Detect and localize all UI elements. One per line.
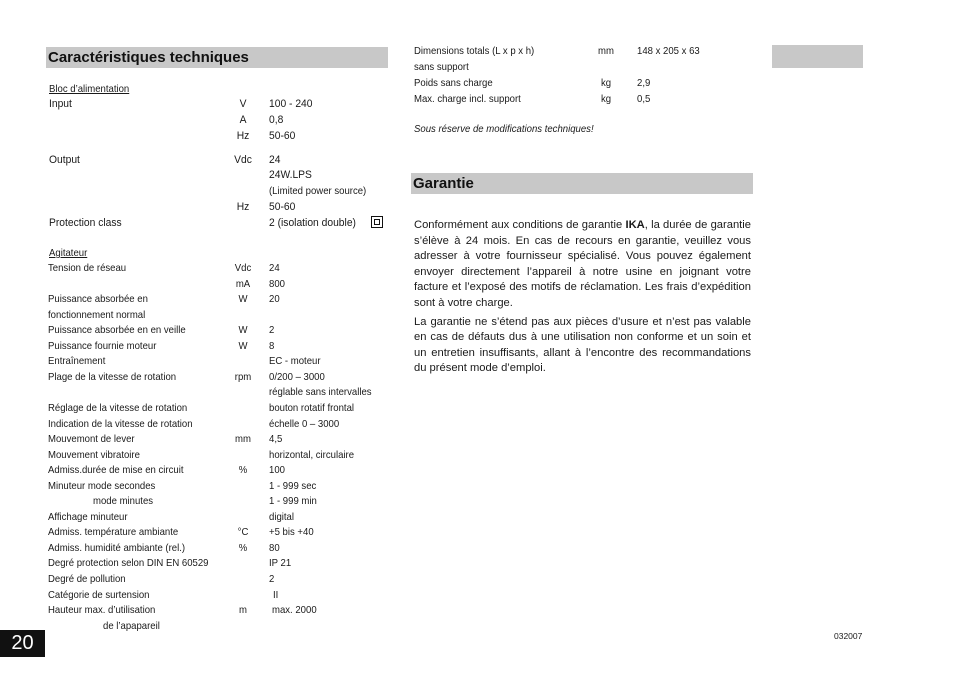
spec-value: horizontal, circulaire — [269, 449, 355, 461]
subheading-stirrer: Agitateur — [49, 248, 88, 259]
input-unit-v: V — [239, 98, 247, 110]
document-code: 032007 — [834, 631, 863, 641]
dimension-value: 0,5 — [637, 94, 651, 105]
spec-value: 1 - 999 min — [269, 496, 317, 508]
page-number: 20 — [0, 630, 45, 657]
spec-value: réglable sans intervalles — [269, 387, 372, 399]
dimension-label: Poids sans charge — [414, 78, 493, 89]
dimension-label: Max. charge incl. support — [414, 94, 521, 105]
spec-unit: m — [239, 605, 247, 617]
spec-label: Hauteur max. d’utilisation — [48, 605, 156, 617]
spec-value: 2 — [269, 325, 275, 337]
warranty-p1-start: Conformément aux conditions de garantie — [414, 219, 626, 231]
input-label: Input — [49, 98, 72, 110]
spec-label: de l’apapareil — [103, 620, 160, 632]
spec-value: 1 - 999 sec — [269, 480, 317, 492]
spec-label: Affichage minuteur — [48, 511, 128, 523]
spec-value: 0/200 – 3000 — [269, 371, 325, 383]
dimension-value: 2,9 — [637, 78, 651, 89]
output-value-hz: 50-60 — [269, 201, 296, 213]
spec-unit: W — [238, 325, 248, 337]
spec-label: Mouvement vibratoire — [48, 449, 140, 461]
double-insulation-icon — [371, 216, 383, 228]
spec-unit: W — [238, 294, 248, 306]
spec-unit: mA — [235, 278, 251, 290]
spec-value: 80 — [269, 542, 280, 554]
spec-value: bouton rotatif frontal — [269, 402, 355, 414]
spec-value: digital — [269, 511, 294, 523]
warranty-p1-end: , la durée de garantie s’élève à 24 mois. En cas de recours en garantie, veuillez vous adresser à votre fournisseur spécialisé. Vous pouvez également envoyer directement l’appareil à notre usine en joignant votre facture et l’exposé des motifs de réclamation. Les frais d’expédition sont à votre charge. — [414, 219, 751, 309]
spec-value: +5 bis +40 — [269, 527, 314, 539]
spec-label: Degré protection selon DIN EN 60529 — [48, 558, 209, 570]
spec-label: Admiss.durée de mise en circuit — [48, 465, 184, 477]
spec-value: 800 — [269, 278, 285, 290]
spec-label: Admiss. humidité ambiante (rel.) — [48, 542, 186, 554]
spec-value: 2 — [269, 574, 275, 585]
spec-value: échelle 0 – 3000 — [269, 418, 340, 430]
output-value-note: (Limited power source) — [269, 186, 367, 197]
spec-value: IP 21 — [269, 558, 292, 570]
section-header-warranty — [411, 173, 753, 194]
spec-unit: % — [238, 465, 248, 477]
input-value-v: 100 - 240 — [269, 98, 313, 110]
spec-label: Catégorie de surtension — [48, 589, 150, 601]
dimension-unit: kg — [600, 78, 612, 89]
input-value-a: 0,8 — [269, 114, 284, 126]
spec-label: mode minutes — [93, 496, 154, 508]
dimension-value: 148 x 205 x 63 — [637, 46, 700, 57]
warranty-text — [414, 218, 751, 377]
protection-class-value: 2 (isolation double) — [269, 217, 356, 229]
subheading-power-supply: Bloc d’alimentation — [49, 84, 130, 95]
warranty-paragraph-2: La garantie ne s’étend pas aux pièces d’usure et n’est pas valable en cas de défauts dus à une utilisation non conforme et un soin et un entretien insuffisants, allant à l’encontre des recommandations du présent mode d’emploi. — [414, 315, 751, 375]
input-value-hz: 50-60 — [269, 130, 296, 142]
corner-tab — [772, 45, 863, 68]
spec-value: max. 2000 — [272, 605, 317, 617]
modifications-note: Sous réserve de modifications techniques! — [414, 124, 594, 135]
spec-label: Minuteur mode secondes — [48, 480, 156, 492]
spec-value: 100 — [269, 465, 285, 477]
warranty-paragraph-1 — [414, 218, 751, 312]
brand-name: IKA — [625, 219, 645, 231]
spec-unit: rpm — [234, 371, 252, 383]
spec-value: 24 — [269, 263, 280, 274]
output-value-vdc: 24 — [269, 154, 281, 166]
spec-label: Plage de la vitesse de rotation — [48, 371, 177, 383]
spec-label: Indication de la vitesse de rotation — [48, 418, 193, 430]
spec-label: Réglage de la vitesse de rotation — [48, 402, 188, 414]
section-header-specs — [46, 47, 388, 68]
section-title-warranty: Garantie — [413, 175, 474, 192]
spec-label: Puissance absorbée en en veille — [48, 325, 186, 337]
spec-label: Admiss. température ambiante — [48, 527, 179, 539]
section-title-specs: Caractéristiques techniques — [48, 49, 249, 66]
spec-value: II — [273, 589, 279, 601]
output-value-w: 24W.LPS — [269, 169, 312, 181]
spec-label: Tension de réseau — [48, 263, 127, 274]
input-unit-a: A — [239, 114, 247, 126]
spec-value: 20 — [269, 294, 280, 306]
output-unit-vdc: Vdc — [234, 154, 252, 166]
spec-unit: Vdc — [234, 263, 252, 274]
dimension-unit: kg — [600, 94, 612, 105]
output-unit-hz: Hz — [236, 201, 250, 213]
spec-unit: mm — [235, 434, 251, 446]
spec-label: fonctionnement normal — [48, 309, 146, 321]
dimension-unit: mm — [598, 46, 614, 57]
dimension-label: sans support — [414, 62, 469, 73]
spec-label: Degré de pollution — [48, 574, 126, 585]
spec-label: Puissance fournie moteur — [48, 340, 157, 352]
spec-label: Puissance absorbée en — [48, 294, 148, 306]
spec-label: Mouvemont de lever — [48, 434, 135, 446]
spec-value: EC - moteur — [269, 356, 321, 368]
input-unit-hz: Hz — [236, 130, 250, 142]
spec-value: 4,5 — [269, 434, 283, 446]
output-label: Output — [49, 154, 80, 166]
spec-unit: % — [238, 542, 248, 554]
spec-value: 8 — [269, 340, 275, 352]
spec-unit: W — [238, 340, 248, 352]
spec-unit: °C — [237, 527, 249, 539]
protection-class-label: Protection class — [49, 217, 122, 229]
spec-label: Entraînement — [48, 356, 106, 368]
dimension-label: Dimensions totals (L x p x h) — [414, 46, 535, 57]
